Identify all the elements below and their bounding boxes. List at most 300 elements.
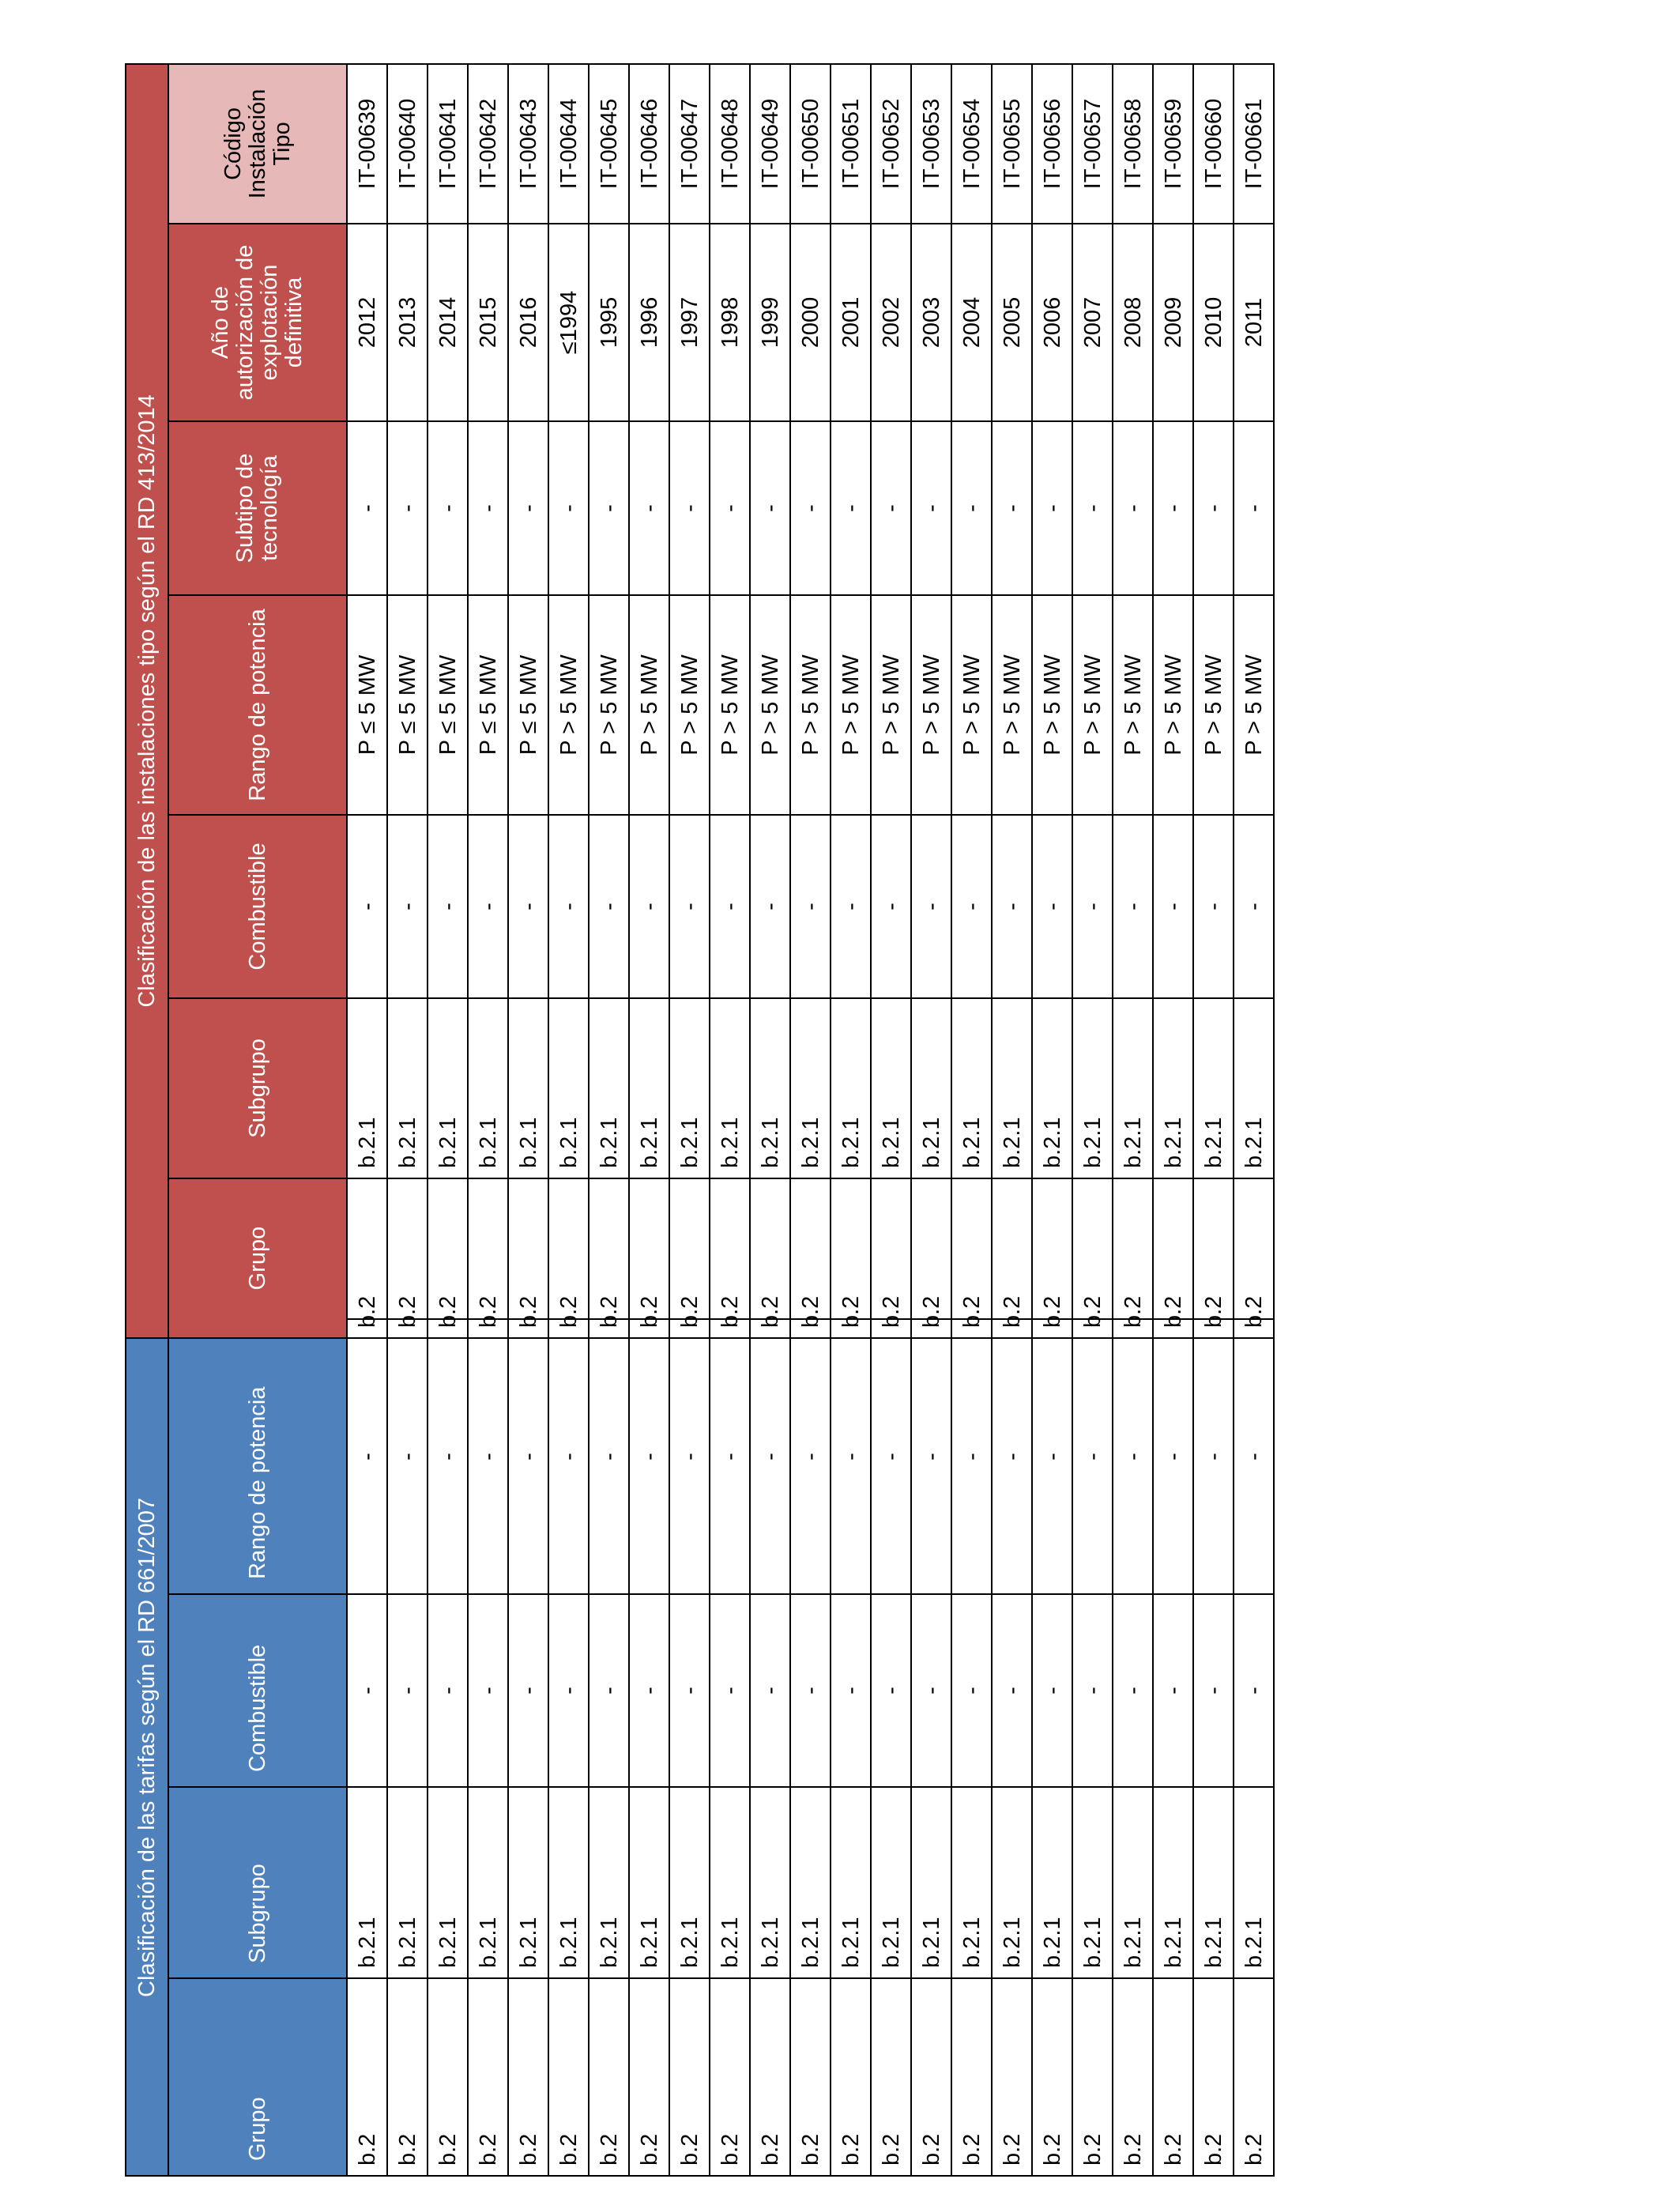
table-cell: IT-00658 xyxy=(1113,64,1153,224)
table-cell: b.2.1 xyxy=(1153,1787,1193,1978)
left-table-row xyxy=(750,1319,790,2176)
left-table-row xyxy=(428,1319,468,2176)
table-cell: b.2 xyxy=(468,1978,508,2176)
table-cell: - xyxy=(992,815,1032,998)
table-cell: IT-00652 xyxy=(871,64,911,224)
table-cell: 2011 xyxy=(1234,224,1274,421)
table-cell: - xyxy=(1032,421,1072,595)
table-cell: - xyxy=(831,1594,871,1787)
left-table-row xyxy=(1072,1319,1113,2176)
right-table-body xyxy=(347,64,1274,1338)
table-cell: P > 5 MW xyxy=(992,595,1032,815)
table-cell: - xyxy=(468,815,508,998)
right-header-codigo-instalacion: Código Instalación Tipo xyxy=(168,64,347,224)
table-cell: - xyxy=(669,421,710,595)
table-cell: b.2.1 xyxy=(1193,998,1234,1178)
right-table-row xyxy=(1032,64,1072,1338)
right-table-row xyxy=(992,64,1032,1338)
table-cell: - xyxy=(951,1594,992,1787)
table-cell: 1995 xyxy=(589,224,629,421)
left-table-row xyxy=(508,1319,548,2176)
left-header-combustible: Combustible xyxy=(168,1594,347,1787)
table-cell: - xyxy=(347,421,387,595)
table-cell: 2005 xyxy=(992,224,1032,421)
table-cell: - xyxy=(992,1319,1032,1594)
table-cell: - xyxy=(468,1594,508,1787)
table-cell: b.2 xyxy=(1193,1978,1234,2176)
table-cell: b.2.1 xyxy=(589,1787,629,1978)
left-table-row xyxy=(387,1319,428,2176)
table-cell: - xyxy=(1072,815,1113,998)
table-cell: - xyxy=(1234,421,1274,595)
right-table-title: Clasificación de las instalaciones tipo según el RD 413/2014 xyxy=(126,64,168,1338)
table-cell: b.2 xyxy=(347,1178,387,1338)
table-cell: b.2.1 xyxy=(468,998,508,1178)
right-table-row xyxy=(790,64,831,1338)
table-cell: - xyxy=(831,815,871,998)
right-table-row xyxy=(831,64,871,1338)
table-cell: IT-00649 xyxy=(750,64,790,224)
table-cell: - xyxy=(750,815,790,998)
table-cell: - xyxy=(1153,1319,1193,1594)
table-cell: b.2.1 xyxy=(871,1787,911,1978)
table-cell: P ≤ 5 MW xyxy=(387,595,428,815)
table-cell: - xyxy=(710,1594,750,1787)
table-cell: IT-00661 xyxy=(1234,64,1274,224)
table-cell: 2006 xyxy=(1032,224,1072,421)
table-cell: - xyxy=(1072,421,1113,595)
table-cell: P > 5 MW xyxy=(1072,595,1113,815)
table-cell: b.2.1 xyxy=(548,998,589,1178)
table-cell: b.2.1 xyxy=(387,1787,428,1978)
table-cell: IT-00643 xyxy=(508,64,548,224)
right-table-row xyxy=(710,64,750,1338)
table-cell: P ≤ 5 MW xyxy=(347,595,387,815)
left-table-row xyxy=(871,1319,911,2176)
table-cell: - xyxy=(1193,815,1234,998)
table-cell: - xyxy=(428,421,468,595)
table-cell: b.2 xyxy=(669,1178,710,1338)
table-cell: b.2.1 xyxy=(871,998,911,1178)
right-header-ano-autorizacion: Año de autorización de explotación definitiva xyxy=(168,224,347,421)
table-cell: b.2 xyxy=(750,1178,790,1338)
right-header-grupo: Grupo xyxy=(168,1178,347,1338)
left-header-subgrupo: Subgrupo xyxy=(168,1787,347,1978)
table-cell: - xyxy=(428,1319,468,1594)
left-table-row xyxy=(992,1319,1032,2176)
table-cell: P > 5 MW xyxy=(790,595,831,815)
table-cell: b.2.1 xyxy=(1072,1787,1113,1978)
right-header-rango-potencia: Rango de potencia xyxy=(168,595,347,815)
table-cell: b.2.1 xyxy=(589,998,629,1178)
table-cell: - xyxy=(508,1594,548,1787)
table-cell: - xyxy=(508,815,548,998)
table-cell: b.2 xyxy=(992,1178,1032,1338)
table-cell: 2010 xyxy=(1193,224,1234,421)
table-cell: 2012 xyxy=(347,224,387,421)
table-cell: b.2 xyxy=(1072,1978,1113,2176)
table-cell: P > 5 MW xyxy=(871,595,911,815)
table-cell: - xyxy=(629,1319,669,1594)
table-cell: P ≤ 5 MW xyxy=(428,595,468,815)
table-cell: b.2 xyxy=(911,1178,951,1338)
table-cell: - xyxy=(548,1594,589,1787)
table-cell: IT-00647 xyxy=(669,64,710,224)
table-cell: P > 5 MW xyxy=(911,595,951,815)
table-cell: b.2.1 xyxy=(428,1787,468,1978)
table-cell: IT-00657 xyxy=(1072,64,1113,224)
left-table-title: Clasificación de las tarifas según el RD 661/2007 xyxy=(126,1319,168,2176)
table-cell: b.2 xyxy=(1234,1178,1274,1338)
table-cell: - xyxy=(387,1319,428,1594)
right-table-row xyxy=(1193,64,1234,1338)
table-cell: - xyxy=(468,1319,508,1594)
table-cell: b.2 xyxy=(831,1978,871,2176)
table-cell: - xyxy=(508,1319,548,1594)
table-cell: b.2.1 xyxy=(1032,1787,1072,1978)
left-table-row xyxy=(589,1319,629,2176)
table-cell: - xyxy=(428,1594,468,1787)
table-cell: IT-00648 xyxy=(710,64,750,224)
table-cell: b.2 xyxy=(1032,1178,1072,1338)
table-cell: - xyxy=(1193,421,1234,595)
table-cell: 2015 xyxy=(468,224,508,421)
left-table-row xyxy=(629,1319,669,2176)
table-cell: IT-00641 xyxy=(428,64,468,224)
table-cell: P > 5 MW xyxy=(629,595,669,815)
table-cell: - xyxy=(1153,421,1193,595)
table-cell: - xyxy=(629,815,669,998)
table-cell: 2001 xyxy=(831,224,871,421)
table-cell: 1996 xyxy=(629,224,669,421)
table-cell: b.2 xyxy=(1153,1978,1193,2176)
table-cell: - xyxy=(347,1594,387,1787)
table-cell: IT-00644 xyxy=(548,64,589,224)
table-cell: P > 5 MW xyxy=(1032,595,1072,815)
table-cell: 2000 xyxy=(790,224,831,421)
table-cell: b.2 xyxy=(508,1978,548,2176)
right-table-row xyxy=(1113,64,1153,1338)
table-cell: b.2 xyxy=(871,1178,911,1338)
table-cell: b.2 xyxy=(589,1178,629,1338)
right-header-combustible: Combustible xyxy=(168,815,347,998)
table-cell: - xyxy=(1032,815,1072,998)
table-cell: b.2 xyxy=(1113,1978,1153,2176)
table-cell: b.2.1 xyxy=(951,998,992,1178)
left-header-rango-potencia: Rango de potencia xyxy=(168,1319,347,1594)
table-cell: b.2.1 xyxy=(669,998,710,1178)
left-table-row xyxy=(1153,1319,1193,2176)
table-cell: b.2.1 xyxy=(1032,998,1072,1178)
table-cell: - xyxy=(589,815,629,998)
table-cell: - xyxy=(1113,815,1153,998)
table-cell: IT-00640 xyxy=(387,64,428,224)
table-cell: b.2.1 xyxy=(831,998,871,1178)
table-cell: b.2 xyxy=(710,1178,750,1338)
right-table-row xyxy=(871,64,911,1338)
table-cell: P ≤ 5 MW xyxy=(508,595,548,815)
table-cell: - xyxy=(831,1319,871,1594)
right-table-row xyxy=(468,64,508,1338)
table-cell: - xyxy=(951,815,992,998)
table-cell: b.2 xyxy=(750,1978,790,2176)
right-table-row xyxy=(1072,64,1113,1338)
table-cell: b.2.1 xyxy=(1234,998,1274,1178)
table-cell: IT-00655 xyxy=(992,64,1032,224)
right-table-row xyxy=(629,64,669,1338)
table-cell: - xyxy=(710,1319,750,1594)
table-cell: b.2.1 xyxy=(1113,998,1153,1178)
table-cell: - xyxy=(387,1594,428,1787)
table-cell: IT-00639 xyxy=(347,64,387,224)
right-table-row xyxy=(548,64,589,1338)
table-cell: - xyxy=(548,815,589,998)
table-cell: - xyxy=(1072,1319,1113,1594)
right-table-row xyxy=(387,64,428,1338)
right-table-row xyxy=(589,64,629,1338)
table-cell: ≤1994 xyxy=(548,224,589,421)
table-cell: - xyxy=(790,1594,831,1787)
right-table-row xyxy=(508,64,548,1338)
table-cell: - xyxy=(1153,1594,1193,1787)
table-cell: b.2.1 xyxy=(629,1787,669,1978)
table-cell: - xyxy=(468,421,508,595)
table-cell: P > 5 MW xyxy=(1193,595,1234,815)
table-cell: - xyxy=(831,421,871,595)
table-cell: 2016 xyxy=(508,224,548,421)
table-cell: - xyxy=(871,1594,911,1787)
table-cell: - xyxy=(548,421,589,595)
table-cell: - xyxy=(508,421,548,595)
table-cell: P > 5 MW xyxy=(669,595,710,815)
table-cell: - xyxy=(589,1594,629,1787)
table-cell: P > 5 MW xyxy=(750,595,790,815)
table-cell: IT-00651 xyxy=(831,64,871,224)
table-cell: P > 5 MW xyxy=(548,595,589,815)
installation-table-rd-413-2014 xyxy=(125,63,1275,1339)
table-cell: - xyxy=(710,421,750,595)
table-cell: - xyxy=(1113,1594,1153,1787)
table-cell: b.2.1 xyxy=(790,998,831,1178)
table-cell: 2007 xyxy=(1072,224,1113,421)
table-cell: - xyxy=(790,1319,831,1594)
table-cell: - xyxy=(750,1594,790,1787)
table-cell: P ≤ 5 MW xyxy=(468,595,508,815)
table-cell: 2008 xyxy=(1113,224,1153,421)
table-cell: b.2 xyxy=(1032,1978,1072,2176)
table-cell: - xyxy=(347,815,387,998)
table-cell: - xyxy=(387,421,428,595)
table-cell: b.2 xyxy=(1193,1178,1234,1338)
left-table-row xyxy=(468,1319,508,2176)
table-cell: - xyxy=(750,1319,790,1594)
table-cell: IT-00642 xyxy=(468,64,508,224)
table-cell: b.2 xyxy=(1072,1178,1113,1338)
table-cell: b.2 xyxy=(911,1978,951,2176)
table-cell: - xyxy=(1032,1594,1072,1787)
right-table-row xyxy=(1153,64,1193,1338)
right-header-subgrupo: Subgrupo xyxy=(168,998,347,1178)
table-cell: - xyxy=(1113,1319,1153,1594)
table-cell: - xyxy=(669,1594,710,1787)
table-cell: - xyxy=(911,815,951,998)
table-cell: 2002 xyxy=(871,224,911,421)
table-cell: b.2.1 xyxy=(508,998,548,1178)
left-table-row xyxy=(790,1319,831,2176)
table-cell: - xyxy=(629,1594,669,1787)
table-cell: b.2 xyxy=(548,1178,589,1338)
table-cell: b.2.1 xyxy=(790,1787,831,1978)
right-table-row xyxy=(428,64,468,1338)
table-cell: b.2 xyxy=(951,1178,992,1338)
table-cell: - xyxy=(1153,815,1193,998)
table-cell: P > 5 MW xyxy=(1234,595,1274,815)
table-cell: - xyxy=(871,421,911,595)
table-cell: 1998 xyxy=(710,224,750,421)
table-cell: 2014 xyxy=(428,224,468,421)
right-table-row xyxy=(750,64,790,1338)
table-cell: b.2.1 xyxy=(992,1787,1032,1978)
table-cell: b.2 xyxy=(710,1978,750,2176)
table-cell: b.2.1 xyxy=(468,1787,508,1978)
table-cell: b.2.1 xyxy=(428,998,468,1178)
table-cell: - xyxy=(951,1319,992,1594)
table-cell: - xyxy=(387,815,428,998)
table-cell: IT-00650 xyxy=(790,64,831,224)
table-cell: b.2.1 xyxy=(1193,1787,1234,1978)
table-cell: b.2.1 xyxy=(992,998,1032,1178)
table-cell: 1997 xyxy=(669,224,710,421)
table-cell: IT-00653 xyxy=(911,64,951,224)
left-header-grupo: Grupo xyxy=(168,1978,347,2176)
table-cell: b.2.1 xyxy=(710,998,750,1178)
table-cell: b.2.1 xyxy=(669,1787,710,1978)
table-cell: - xyxy=(347,1319,387,1594)
left-table-row xyxy=(347,1319,387,2176)
table-cell: b.2 xyxy=(629,1978,669,2176)
table-cell: P > 5 MW xyxy=(1153,595,1193,815)
table-cell: - xyxy=(790,815,831,998)
table-cell: - xyxy=(911,421,951,595)
table-cell: b.2 xyxy=(508,1178,548,1338)
left-table-row xyxy=(548,1319,589,2176)
right-table-row xyxy=(951,64,992,1338)
table-cell: b.2 xyxy=(1234,1978,1274,2176)
table-cell: - xyxy=(1234,1594,1274,1787)
table-cell: b.2 xyxy=(871,1978,911,2176)
table-cell: b.2.1 xyxy=(911,1787,951,1978)
table-cell: - xyxy=(911,1319,951,1594)
table-cell: b.2 xyxy=(589,1978,629,2176)
table-cell: - xyxy=(1032,1319,1072,1594)
table-cell: P > 5 MW xyxy=(589,595,629,815)
table-cell: P > 5 MW xyxy=(831,595,871,815)
table-cell: P > 5 MW xyxy=(1113,595,1153,815)
table-cell: IT-00654 xyxy=(951,64,992,224)
table-cell: - xyxy=(710,815,750,998)
table-cell: b.2.1 xyxy=(347,1787,387,1978)
right-table-row xyxy=(911,64,951,1338)
table-cell: - xyxy=(790,421,831,595)
table-cell: - xyxy=(951,421,992,595)
left-table-row xyxy=(831,1319,871,2176)
table-cell: P > 5 MW xyxy=(710,595,750,815)
table-cell: b.2 xyxy=(790,1178,831,1338)
table-cell: b.2 xyxy=(831,1178,871,1338)
table-cell: - xyxy=(871,1319,911,1594)
table-cell: b.2.1 xyxy=(951,1787,992,1978)
table-cell: b.2 xyxy=(428,1978,468,2176)
left-table-row xyxy=(911,1319,951,2176)
table-cell: - xyxy=(871,815,911,998)
left-table-row xyxy=(1032,1319,1072,2176)
table-cell: IT-00659 xyxy=(1153,64,1193,224)
table-cell: - xyxy=(669,815,710,998)
table-cell: IT-00645 xyxy=(589,64,629,224)
table-cell: 2009 xyxy=(1153,224,1193,421)
table-cell: b.2 xyxy=(387,1978,428,2176)
table-cell: b.2.1 xyxy=(710,1787,750,1978)
table-cell: b.2.1 xyxy=(1113,1787,1153,1978)
left-table-row xyxy=(1113,1319,1153,2176)
right-table-row xyxy=(1234,64,1274,1338)
left-table-row xyxy=(951,1319,992,2176)
table-cell: - xyxy=(911,1594,951,1787)
table-cell: - xyxy=(992,1594,1032,1787)
left-table-row xyxy=(1234,1319,1274,2176)
left-table-row xyxy=(710,1319,750,2176)
table-cell: b.2.1 xyxy=(1153,998,1193,1178)
right-table-row xyxy=(669,64,710,1338)
table-cell: - xyxy=(1193,1594,1234,1787)
table-cell: b.2.1 xyxy=(548,1787,589,1978)
table-cell: b.2.1 xyxy=(750,998,790,1178)
table-cell: IT-00656 xyxy=(1032,64,1072,224)
table-cell: b.2.1 xyxy=(911,998,951,1178)
table-cell: b.2 xyxy=(387,1178,428,1338)
table-cell: b.2 xyxy=(468,1178,508,1338)
right-header-subtipo-tecnologia: Subtipo de tecnología xyxy=(168,421,347,595)
table-cell: 1999 xyxy=(750,224,790,421)
table-cell: P > 5 MW xyxy=(951,595,992,815)
table-cell: - xyxy=(1234,1319,1274,1594)
table-cell: b.2 xyxy=(790,1978,831,2176)
table-cell: 2003 xyxy=(911,224,951,421)
table-cell: b.2 xyxy=(669,1978,710,2176)
table-cell: b.2 xyxy=(428,1178,468,1338)
table-cell: 2013 xyxy=(387,224,428,421)
table-cell: - xyxy=(750,421,790,595)
table-cell: b.2.1 xyxy=(629,998,669,1178)
table-cell: - xyxy=(1072,1594,1113,1787)
left-table-row xyxy=(1193,1319,1234,2176)
table-cell: - xyxy=(589,421,629,595)
right-table-row xyxy=(347,64,387,1338)
table-cell: - xyxy=(589,1319,629,1594)
table-cell: b.2.1 xyxy=(750,1787,790,1978)
table-cell: IT-00660 xyxy=(1193,64,1234,224)
tariff-table-rd-661-2007 xyxy=(125,1318,1275,2177)
table-cell: - xyxy=(629,421,669,595)
table-cell: b.2 xyxy=(1153,1178,1193,1338)
table-cell: b.2 xyxy=(548,1978,589,2176)
table-cell: b.2.1 xyxy=(1072,998,1113,1178)
table-cell: b.2.1 xyxy=(387,998,428,1178)
table-cell: - xyxy=(669,1319,710,1594)
table-cell: b.2 xyxy=(1113,1178,1153,1338)
left-table-body xyxy=(347,1319,1274,2176)
table-cell: b.2.1 xyxy=(347,998,387,1178)
